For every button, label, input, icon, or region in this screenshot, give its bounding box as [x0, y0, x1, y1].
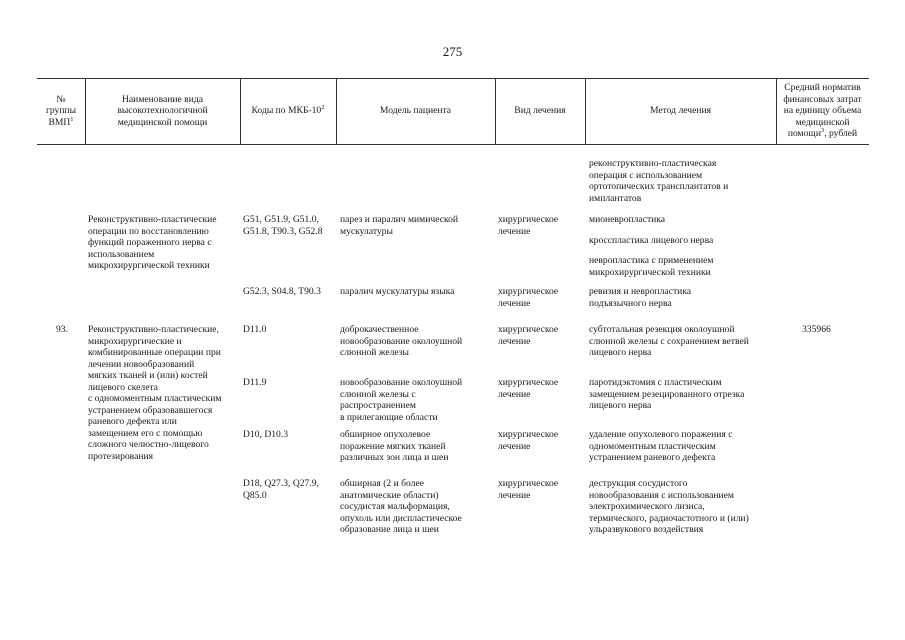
icd-codes-sub2: D11.9: [243, 377, 267, 388]
header-cost-standard: Средний норматив финансовых затрат на единицу объема медицинской помощи$^3$, рублей: [783, 82, 862, 140]
method-sub2: паротидэктомия с пластическим замещением резецированного отрезка лицевого нерва: [589, 377, 745, 411]
icd-codes-sub1: D11.0: [243, 324, 267, 335]
icd-codes-tongue: G52.3, S04.8, T90.3: [243, 286, 321, 297]
patient-model-sub4: обширная (2 и более анатомические области) сосудистая мальформация, опухоль или диспластическое образование лица и шеи: [340, 478, 462, 535]
cost-standard: 335966: [802, 324, 831, 335]
header-treatment-method: Метод лечения: [649, 105, 712, 117]
header-icd-codes: Коды по МКБ-$10^2$: [251, 104, 325, 117]
icd-codes-sub4: D18, Q27.3, Q27.9, Q85.0: [243, 478, 319, 501]
treatment-type-sub1: хирургическое лечение: [498, 324, 559, 347]
header-group-no: № группы ВМП$^1$: [45, 93, 77, 128]
method-nerve-3: невропластика с применением микрохирургической техники: [589, 255, 714, 278]
method-sub1: субтотальная резекция околоушной слюнной железы с сохранением ветвей лицевого нерва: [589, 324, 749, 358]
patient-model-sub3: обширное опухолевое поражение мягких тканей различных зон лица и шеи: [340, 429, 449, 463]
care-type-nerve: Реконструктивно-пластические операции по восстановлению функций пораженного нерва с использованием микрохирургической техники: [88, 214, 217, 271]
patient-model-tongue: паралич мускулатуры языка: [340, 286, 455, 297]
patient-model-nerve: парез и паралич мимической мускулатуры: [340, 214, 459, 237]
method-continued: реконструктивно-пластическая операция с использованием ортотопических трансплантатов и имплантатов: [589, 158, 729, 204]
page-number: 275: [442, 44, 463, 59]
treatment-type-sub4: хирургическое лечение: [498, 478, 559, 501]
care-type-group-93: Реконструктивно-пластические, микрохирургические и комбинированные операции при лечении новообразований мягких тканей и (или) костей лицевого скелета с одномоментным пластическим устранением образовавшегося раневого дефекта или замещением его с помощью сложного челюстно-лицевого протезирования: [88, 324, 222, 462]
patient-model-sub2: новообразование околоушной слюнной железы с распространением в прилегающие области: [340, 377, 463, 423]
method-nerve-1: мионевропластика: [589, 214, 666, 225]
icd-codes-nerve: G51, G51.9, G51.0, G51.8, T90.3, G52.8: [243, 214, 323, 237]
method-nerve-2: кросспластика лицевого нерва: [589, 235, 714, 246]
group-number: 93.: [56, 324, 68, 335]
method-sub4: деструкция сосудистого новообразования с использованием электрохимического лизиса, термического, радиочастотного и (или) ульразвукового воздействия: [589, 478, 749, 535]
table-header-rule: [37, 144, 869, 145]
header-treatment-type: Вид лечения: [514, 105, 566, 117]
icd-codes-sub3: D10, D10.3: [243, 429, 289, 440]
method-sub3: удаление опухолевого поражения с одномоментным пластическим устранением раневого дефекта: [589, 429, 733, 463]
treatment-type-nerve: хирургическое лечение: [498, 214, 559, 237]
treatment-type-tongue: хирургическое лечение: [498, 286, 559, 309]
treatment-type-sub2: хирургическое лечение: [498, 377, 559, 400]
method-tongue: ревизия и невропластика подъязычного нерва: [589, 286, 692, 309]
patient-model-sub1: доброкачественное новообразование околоушной слюнной железы: [340, 324, 463, 358]
header-patient-model: Модель пациента: [379, 105, 452, 117]
treatment-type-sub3: хирургическое лечение: [498, 429, 559, 452]
header-care-type: Наименование вида высокотехнологичной медицинской помощи: [117, 93, 208, 128]
